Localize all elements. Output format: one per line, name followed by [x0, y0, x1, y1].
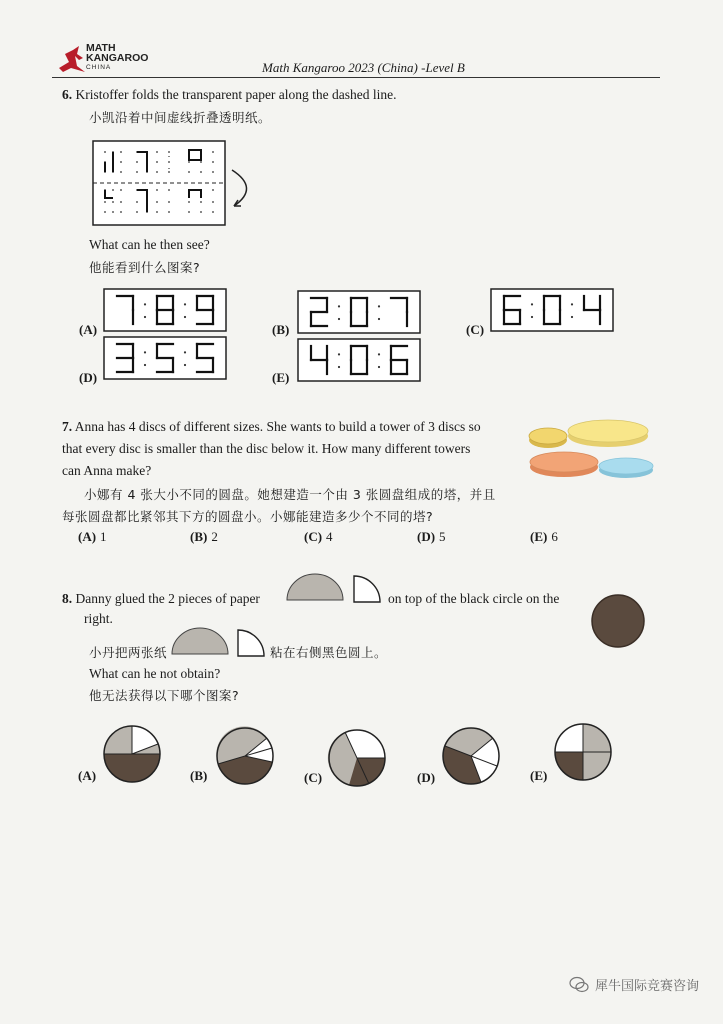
- q8-number: 8.: [62, 591, 73, 606]
- colon-dot: [378, 353, 380, 355]
- colon-dot: [338, 305, 340, 307]
- q7-stem: [62, 416, 517, 482]
- colon-dot: [184, 316, 186, 318]
- logo-text: MATH KANGAROO CHINA: [86, 42, 149, 71]
- q6-option-b-display[interactable]: [297, 290, 421, 336]
- colon-dot: [531, 316, 533, 318]
- watermark: [569, 975, 699, 994]
- q8-option-a-label[interactable]: (A): [78, 768, 97, 783]
- q8-stem-line1: [62, 588, 260, 610]
- q7-text-en-1: Anna has 4 discs of different sizes. She wants to build a tower of 3 discs so: [74, 419, 481, 434]
- colon-dot: [338, 318, 340, 320]
- q7-number: 7.: [62, 419, 73, 434]
- q8-option-d-label[interactable]: (D): [417, 770, 436, 785]
- colon-dot: [144, 316, 146, 318]
- colon-dot: [338, 366, 340, 368]
- q6-option-c-display[interactable]: [490, 288, 614, 334]
- q8-option-c-label[interactable]: (C): [304, 770, 323, 785]
- q8-text-cn-b: 粘在右侧黑色圆上。: [270, 645, 388, 660]
- watermark-text: 犀牛国际竞赛咨询: [594, 979, 699, 994]
- q8-option-c-circle[interactable]: [327, 728, 387, 788]
- q7-option-a[interactable]: (A) 1: [78, 529, 107, 544]
- colon-dot: [184, 364, 186, 366]
- q7-text-en-3: can Anna make?: [62, 463, 152, 478]
- q6-option-a-label[interactable]: (A): [79, 322, 98, 337]
- colon-dot: [338, 353, 340, 355]
- q7-option-b[interactable]: (B) 2: [190, 529, 218, 544]
- disc-orange: [530, 452, 598, 477]
- q8-quarter-piece: [352, 574, 384, 604]
- colon-dot: [184, 351, 186, 353]
- q6-option-c-label[interactable]: (C): [466, 322, 485, 337]
- q6-ask-cn: 他能看到什么图案?: [89, 260, 201, 275]
- q6-option-e-display[interactable]: [297, 338, 421, 384]
- q7-text-en-2: that every disc is smaller than the disc below it. How many different towers: [62, 441, 471, 456]
- colon-dot: [144, 364, 146, 366]
- q7-option-e[interactable]: (E) 6: [530, 529, 558, 544]
- page-header-title: Math Kangaroo 2023 (China) -Level B: [262, 60, 465, 75]
- colon-dot: [144, 351, 146, 353]
- colon-dot: [144, 303, 146, 305]
- q6-stem: [62, 84, 397, 106]
- colon-dot: [184, 303, 186, 305]
- wechat-icon: [569, 976, 589, 994]
- q8-ask-cn: 他无法获得以下哪个图案?: [89, 688, 240, 703]
- q6-option-b-label[interactable]: (B): [272, 322, 290, 337]
- q8-option-e-label[interactable]: (E): [530, 768, 548, 783]
- q6-option-d-label[interactable]: (D): [79, 370, 98, 385]
- q7-text-cn: [62, 484, 496, 528]
- q8-text-en-2: right.: [84, 611, 113, 626]
- q8-option-d-circle[interactable]: [441, 726, 501, 786]
- q8-semicircle-piece: [285, 572, 345, 602]
- header-divider: [52, 77, 660, 78]
- colon-dot: [378, 366, 380, 368]
- colon-dot: [571, 316, 573, 318]
- colon-dot: [378, 305, 380, 307]
- q8-text-cn-a: 小丹把两张纸: [89, 645, 168, 660]
- q6-option-d-display[interactable]: [103, 336, 227, 382]
- kangaroo-logo-icon: [55, 44, 89, 74]
- q6-option-a-display[interactable]: [103, 288, 227, 334]
- q7-option-c[interactable]: (C) 4: [304, 529, 333, 544]
- q8-text-en-1b: on top of the black circle on the: [388, 591, 560, 606]
- q8-ask-en: What can he not obtain?: [89, 666, 221, 681]
- q8-text-en-1a: Danny glued the 2 pieces of paper: [75, 591, 260, 606]
- disc-large-yellow: [568, 420, 648, 447]
- q7-text-cn-2: 每张圆盘都比紧邻其下方的圆盘小。小娜能建造多少个不同的塔?: [62, 509, 434, 524]
- colon-dot: [378, 318, 380, 320]
- q8-option-b-circle[interactable]: [215, 726, 275, 786]
- q8-quarter-piece-cn: [236, 628, 268, 658]
- q7-option-d[interactable]: (D) 5: [417, 529, 446, 544]
- q6-text-cn: 小凯沿着中间虚线折叠透明纸。: [89, 110, 272, 125]
- q6-option-e-label[interactable]: (E): [272, 370, 290, 385]
- q8-option-a-circle[interactable]: [102, 724, 162, 784]
- q6-number: 6.: [62, 87, 73, 102]
- q6-folding-paper-figure: [92, 140, 262, 230]
- q6-ask-en: What can he then see?: [89, 237, 210, 252]
- disc-small-yellow: [529, 428, 567, 448]
- disc-light-blue: [599, 458, 653, 478]
- colon-dot: [531, 303, 533, 305]
- q8-semicircle-piece-cn: [170, 626, 230, 656]
- q8-option-b-label[interactable]: (B): [190, 768, 208, 783]
- q6-text-en: Kristoffer folds the transparent paper along the dashed line.: [75, 87, 397, 102]
- q8-black-circle: [590, 593, 646, 649]
- q7-discs-figure: [526, 416, 666, 482]
- colon-dot: [571, 303, 573, 305]
- q7-text-cn-1: 小娜有 4 张大小不同的圆盘。她想建造一个由 3 张圆盘组成的塔，并且: [84, 487, 496, 502]
- q8-option-e-circle[interactable]: [553, 722, 613, 782]
